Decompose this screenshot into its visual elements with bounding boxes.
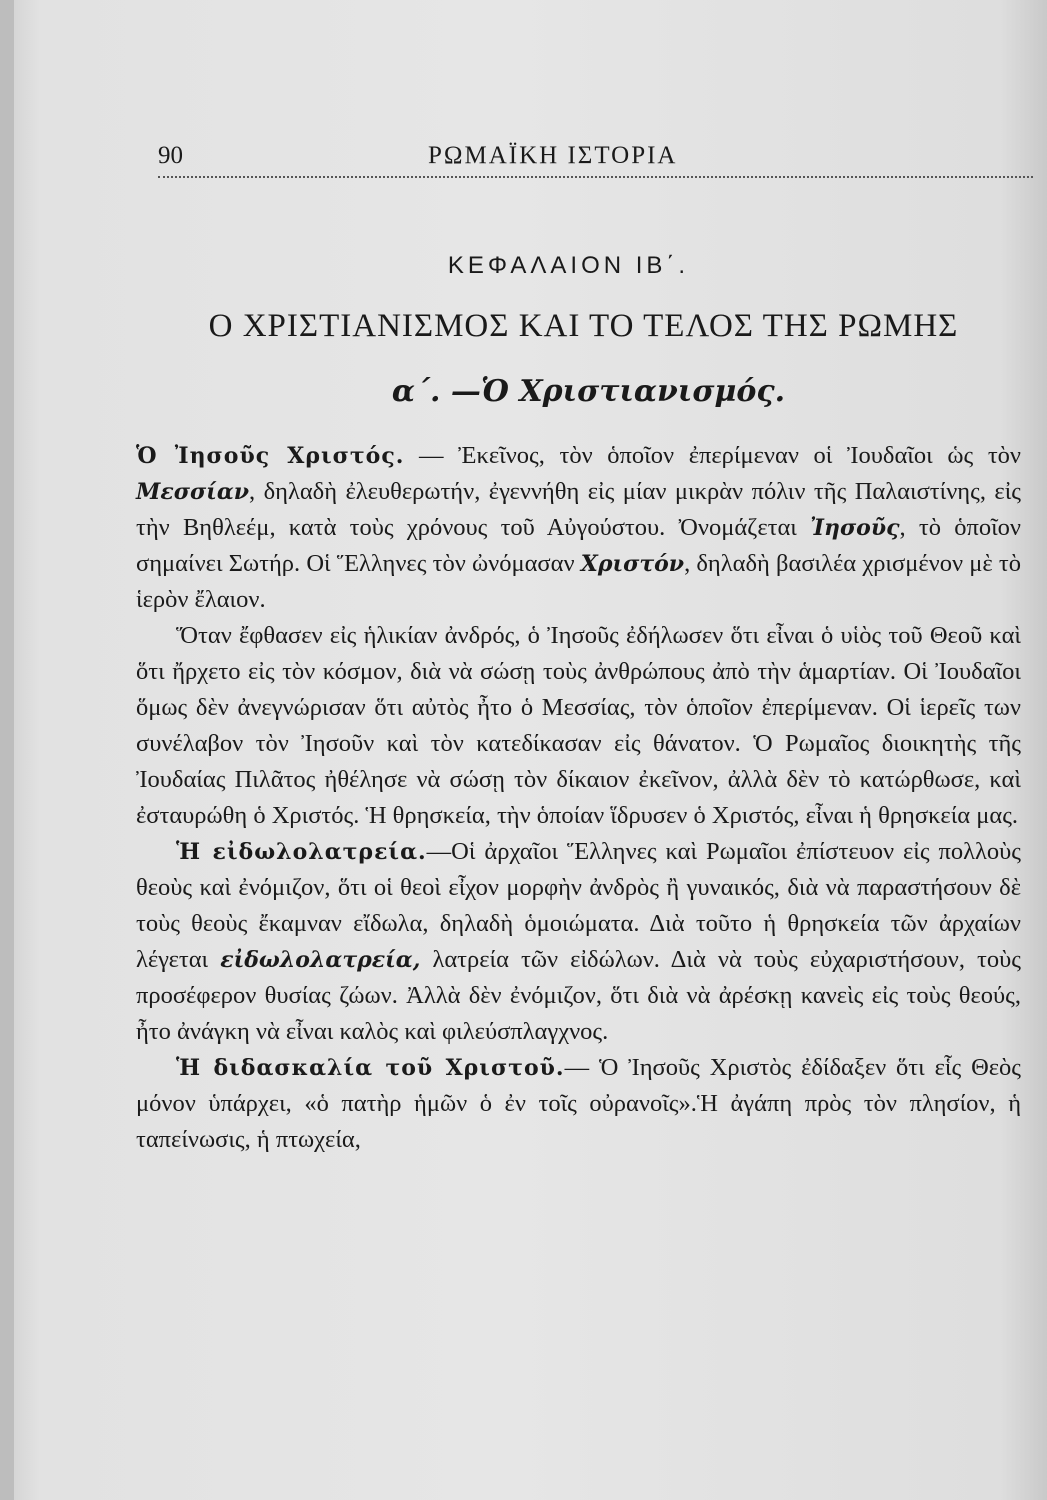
chapter-title: Ο ΧΡΙΣΤΙΑΝΙΣΜΟΣ ΚΑΙ ΤΟ ΤΕΛΟΣ ΤΗΣ ΡΩΜΗΣ bbox=[208, 308, 959, 344]
text-run: , δηλαδὴ ἐλευθερωτήν, ἐγεννήθη εἰς μίαν μικρὰν πόλιν τῆς Παλαιστίνης, εἰς τὴν Βηθλεέμ, κατὰ τοὺς χρόνους τοῦ Αὐγούστου. Ὀνομάζεται bbox=[136, 478, 1021, 541]
keyword: Μεσσίαν bbox=[136, 479, 250, 505]
text-run: — Ὁ Ἰησοῦς Χριστὸς ἐδίδαξεν ὅτι εἷς Θεὸς μόνον ὑπάρχει, «ὁ πατὴρ ἡμῶν ὁ ἐν τοῖς οὐρανοῖς».Ἡ ἀγάπη πρὸς τὸν πλησίον, ἡ ταπείνωσις, ἡ πτωχεία, bbox=[136, 1054, 1022, 1153]
paragraph-jesus-christ bbox=[136, 438, 1021, 618]
keyword: Χριστόν bbox=[580, 551, 685, 577]
paragraph-lead: Ἡ διδασκαλία τοῦ Χριστοῦ. bbox=[176, 1055, 565, 1081]
paragraph-crucifixion: Ὅταν ἔφθασεν εἰς ἡλικίαν ἀνδρός, ὁ Ἰησοῦς ἐδήλωσεν ὅτι εἶναι ὁ υἱὸς τοῦ Θεοῦ καὶ ὅτι ἤρχετο εἰς τὸν κόσμον, διὰ νὰ σώσῃ τοὺς ἀνθρώπους ἀπὸ τὴν ἁμαρτίαν. Οἱ Ἰουδαῖοι ὅμως δὲν ἀνεγνώρισαν ὅτι αὐτὸς ἦτο ὁ Μεσσίας, τὸν ὁποῖον ἐπερίμεναν. Οἱ ἱερεῖς των συνέλαβον τὸν Ἰησοῦν καὶ τὸν κατεδίκασαν εἰς θάνατον. Ὁ Ρωμαῖος διοικητὴς τῆς Ἰουδαίας Πιλᾶτος ἠθέλησε νὰ σώσῃ τὸν δίκαιον ἐκεῖνον, ἀλλὰ δὲν τὸ κατώρθωσε, καὶ ἐσταυρώθη ὁ Χριστός. Ἡ θρησκεία, τὴν ὁποίαν ἵδρυσεν ὁ Χριστός, εἶναι ἡ θρησκεία μας. bbox=[136, 622, 1021, 829]
running-header bbox=[158, 142, 1033, 178]
body-text bbox=[136, 438, 1021, 1158]
paragraph-lead: Ὁ Ἰησοῦς Χριστός. bbox=[136, 443, 405, 469]
keyword: Ἰησοῦς bbox=[810, 515, 900, 541]
text-run: — Ἐκεῖνος, τὸν ὁποῖον ἐπερίμεναν οἱ Ἰουδαῖοι ὡς τὸν bbox=[404, 442, 1021, 469]
text-run: , δηλαδὴ βασιλέα χρισμένον μὲ τὸ ἱερὸν ἔλαιον. bbox=[136, 550, 1021, 613]
text-run: —Οἱ ἀρχαῖοι Ἕλληνες καὶ Ρωμαῖοι ἐπίστευον εἰς πολλοὺς θεοὺς καὶ ἐνόμιζον, ὅτι οἱ θεοὶ εἶχον μορφὴν ἀνδρὸς ἢ γυναικός, διὰ νὰ παραστήσουν δὲ τοὺς θεοὺς ἔκαμναν εἴδωλα, δηλαδὴ ὁμοιώματα. Διὰ τοῦτο ἡ θρησκεία τῶν ἀρχαίων λέγεται bbox=[136, 838, 1021, 973]
keyword: εἰδωλολατρεία, bbox=[220, 947, 421, 973]
page-binding-shadow bbox=[0, 0, 14, 1500]
paragraph-teaching bbox=[136, 1050, 1021, 1158]
text-run: , τὸ ὁποῖον σημαίνει Σωτήρ. Οἱ Ἕλληνες τὸν ὠνόμασαν bbox=[136, 514, 1021, 577]
paragraph-idolatry bbox=[136, 834, 1021, 1050]
text-run: λατρεία τῶν εἰδώλων. Διὰ νὰ τοὺς εὐχαριστήσουν, τοὺς προσέφερον θυσίας ζώων. Ἀλλὰ δὲν ἐνόμιζον, ὅτι διὰ νὰ ἀρέσκῃ κανεὶς εἰς τοὺς θεούς, ἦτο ἀνάγκη νὰ εἶναι καλὸς καὶ φιλεύσπλαγχνος. bbox=[136, 946, 1021, 1045]
section-heading: α΄. —Ὁ Χριστιανισμός. bbox=[391, 374, 786, 409]
chapter-label: ΚΕΦΑΛΑΙΟΝ ΙΒ΄. bbox=[447, 252, 690, 279]
page-number: 90 bbox=[158, 142, 183, 169]
paragraph-lead: Ἡ εἰδωλολατρεία. bbox=[176, 839, 427, 865]
running-title: ΡΩΜΑΪΚΗ ΙΣΤΟΡΙΑ bbox=[428, 142, 678, 169]
